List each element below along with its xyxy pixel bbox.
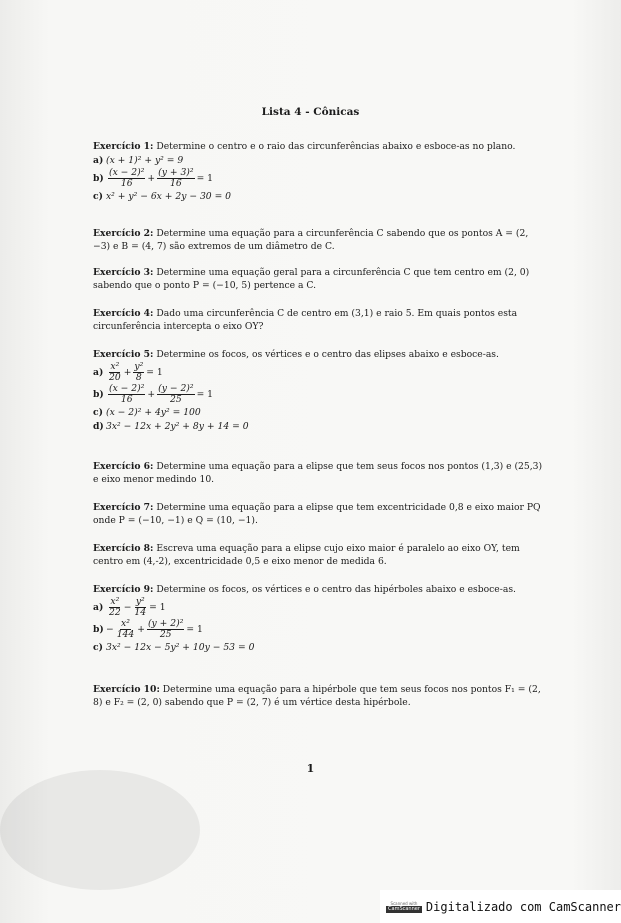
exercise-5-item-b xyxy=(93,384,545,405)
exercise-2-heading: Exercício 2: xyxy=(93,228,154,239)
fraction xyxy=(108,362,122,383)
exercise-10-heading: Exercício 10: xyxy=(93,684,160,695)
numerator: (y − 2)² xyxy=(158,383,194,394)
page-title: Lista 4 - Cônicas xyxy=(261,106,360,118)
exercise-9-item-a xyxy=(93,597,545,618)
fraction xyxy=(116,619,136,640)
item-label: b) xyxy=(93,173,104,184)
exercise-7 xyxy=(93,501,545,527)
equation-rhs: = 1 xyxy=(196,173,214,184)
fraction xyxy=(147,619,184,640)
equation: (x − 2)² + 4y² = 100 xyxy=(106,407,201,418)
footer-text: Digitalizado com CamScanner xyxy=(425,899,621,914)
exercise-5-item-a xyxy=(93,362,545,383)
exercise-4-text: Dado uma circunferência C de centro em (3,1) e raio 5. Em quais pontos esta circunferência intercepta o eixo OY? xyxy=(93,308,518,332)
numerator: (x − 2)² xyxy=(109,167,145,178)
exercise-5-item-c xyxy=(93,406,545,419)
equation: 3x² − 12x + 2y² + 8y + 14 = 0 xyxy=(106,421,249,432)
fraction xyxy=(108,168,145,189)
denominator: 20 xyxy=(109,372,121,383)
operator: + xyxy=(123,367,132,378)
exercise-5-text: Determine os focos, os vértices e o centro das elipses abaixo e esboce-as. xyxy=(156,349,499,360)
fraction xyxy=(133,362,144,383)
exercise-7-text: Determine uma equação para a elipse que tem excentricidade 0,8 e eixo maior PQ onde P = (−10, −1) e Q = (10, −1). xyxy=(93,502,541,526)
numerator: y² xyxy=(134,361,144,372)
numerator: (x − 2)² xyxy=(109,383,145,394)
item-label: c) xyxy=(93,407,103,418)
exercise-9-heading: Exercício 9: xyxy=(93,584,154,595)
operator: − xyxy=(123,602,132,613)
exercise-5-heading: Exercício 5: xyxy=(93,349,154,360)
scan-smudge xyxy=(0,770,200,890)
item-label: a) xyxy=(93,367,104,378)
item-label: c) xyxy=(93,642,103,653)
exercise-1-item-c xyxy=(93,190,545,203)
logo-caption: Scanned with xyxy=(390,900,418,906)
exercise-1-text: Determine o centro e o raio das circunferências abaixo e esboce-as no plano. xyxy=(156,141,516,152)
exercise-3-text: Determine uma equação geral para a circunferência C que tem centro em (2, 0) sabendo que o ponto P = (−10, 5) pertence a C. xyxy=(93,267,530,291)
equation-rhs: = 1 xyxy=(196,389,214,400)
exercise-6-heading: Exercício 6: xyxy=(93,461,154,472)
camscanner-footer xyxy=(380,890,621,923)
numerator: (y + 2)² xyxy=(147,618,184,629)
exercise-6-text: Determine uma equação para a elipse que tem seus focos nos pontos (1,3) e (25,3) e eixo menor medindo 10. xyxy=(93,461,543,485)
exercise-3 xyxy=(93,266,545,292)
exercise-8-text: Escreva uma equação para a elipse cujo eixo maior é paralelo ao eixo OY, tem centro em (4,-2), excentricidade 0,5 e eixo menor de medida 6. xyxy=(93,543,520,567)
denominator: 16 xyxy=(120,178,133,189)
fraction xyxy=(108,597,122,618)
fraction xyxy=(108,384,145,405)
fraction xyxy=(157,384,194,405)
numerator: x² xyxy=(110,596,120,607)
page-number: 1 xyxy=(306,762,315,775)
exercise-2 xyxy=(93,227,545,253)
numerator: x² xyxy=(121,618,130,629)
exercise-1-heading: Exercício 1: xyxy=(93,141,154,152)
numerator: y² xyxy=(135,596,145,607)
denominator: 14 xyxy=(134,607,147,618)
exercise-7-heading: Exercício 7: xyxy=(93,502,154,513)
operator: + xyxy=(147,389,156,400)
fraction xyxy=(157,168,194,189)
equation-rhs: = 1 xyxy=(186,624,203,635)
exercise-1-item-a xyxy=(93,154,545,167)
equation-rhs: = 1 xyxy=(149,602,166,613)
exercise-8 xyxy=(93,542,545,568)
numerator: (y + 3)² xyxy=(158,167,194,178)
exercise-1-item-b xyxy=(93,168,545,189)
exercise-3-heading: Exercício 3: xyxy=(93,267,154,278)
logo-name: CamScanner xyxy=(388,905,420,912)
exercise-4-heading: Exercício 4: xyxy=(93,308,154,319)
fraction xyxy=(133,597,147,618)
exercise-10-text: Determine uma equação para a hipérbole que tem seus focos nos pontos F₁ = (2, 8) e F₂ = (2, 0) sabendo que P = (2, 7) é um vértice desta hipérbole. xyxy=(93,684,541,708)
item-label: c) xyxy=(93,191,103,202)
camscanner-logo-icon xyxy=(384,893,424,921)
denominator: 22 xyxy=(109,607,121,618)
operator: − xyxy=(106,624,114,635)
equation: (x + 1)² + y² = 9 xyxy=(106,155,184,166)
exercise-9-text: Determine os focos, os vértices e o centro das hipérboles abaixo e esboce-as. xyxy=(156,584,516,595)
item-label: a) xyxy=(93,155,104,166)
item-label: b) xyxy=(93,389,104,400)
denominator: 16 xyxy=(120,394,133,405)
exercise-10 xyxy=(93,683,545,709)
exercise-1 xyxy=(93,140,545,204)
exercise-8-heading: Exercício 8: xyxy=(93,543,154,554)
equation-rhs: = 1 xyxy=(146,367,163,378)
denominator: 25 xyxy=(159,629,172,640)
equation: 3x² − 12x − 5y² + 10y − 53 = 0 xyxy=(106,642,255,653)
item-label: d) xyxy=(93,421,104,432)
denominator: 25 xyxy=(169,394,182,405)
exercise-9 xyxy=(93,583,545,655)
item-label: a) xyxy=(93,602,104,613)
exercise-2-text: Determine uma equação para a circunferência C sabendo que os pontos A = (2, −3) e B = (4, 7) são extremos de um diâmetro de C. xyxy=(93,228,529,252)
denominator: 16 xyxy=(169,178,182,189)
exercise-4 xyxy=(93,307,545,333)
exercise-6 xyxy=(93,460,545,486)
denominator: 144 xyxy=(116,629,135,640)
operator: + xyxy=(147,173,156,184)
operator: + xyxy=(137,624,145,635)
exercise-5-item-d xyxy=(93,420,545,433)
numerator: x² xyxy=(110,361,120,372)
denominator: 8 xyxy=(135,372,142,383)
item-label: b) xyxy=(93,624,104,635)
exercise-9-item-c xyxy=(93,641,545,654)
exercise-9-item-b xyxy=(93,619,545,640)
equation: x² + y² − 6x + 2y − 30 = 0 xyxy=(106,191,232,202)
exercise-5 xyxy=(93,348,545,434)
